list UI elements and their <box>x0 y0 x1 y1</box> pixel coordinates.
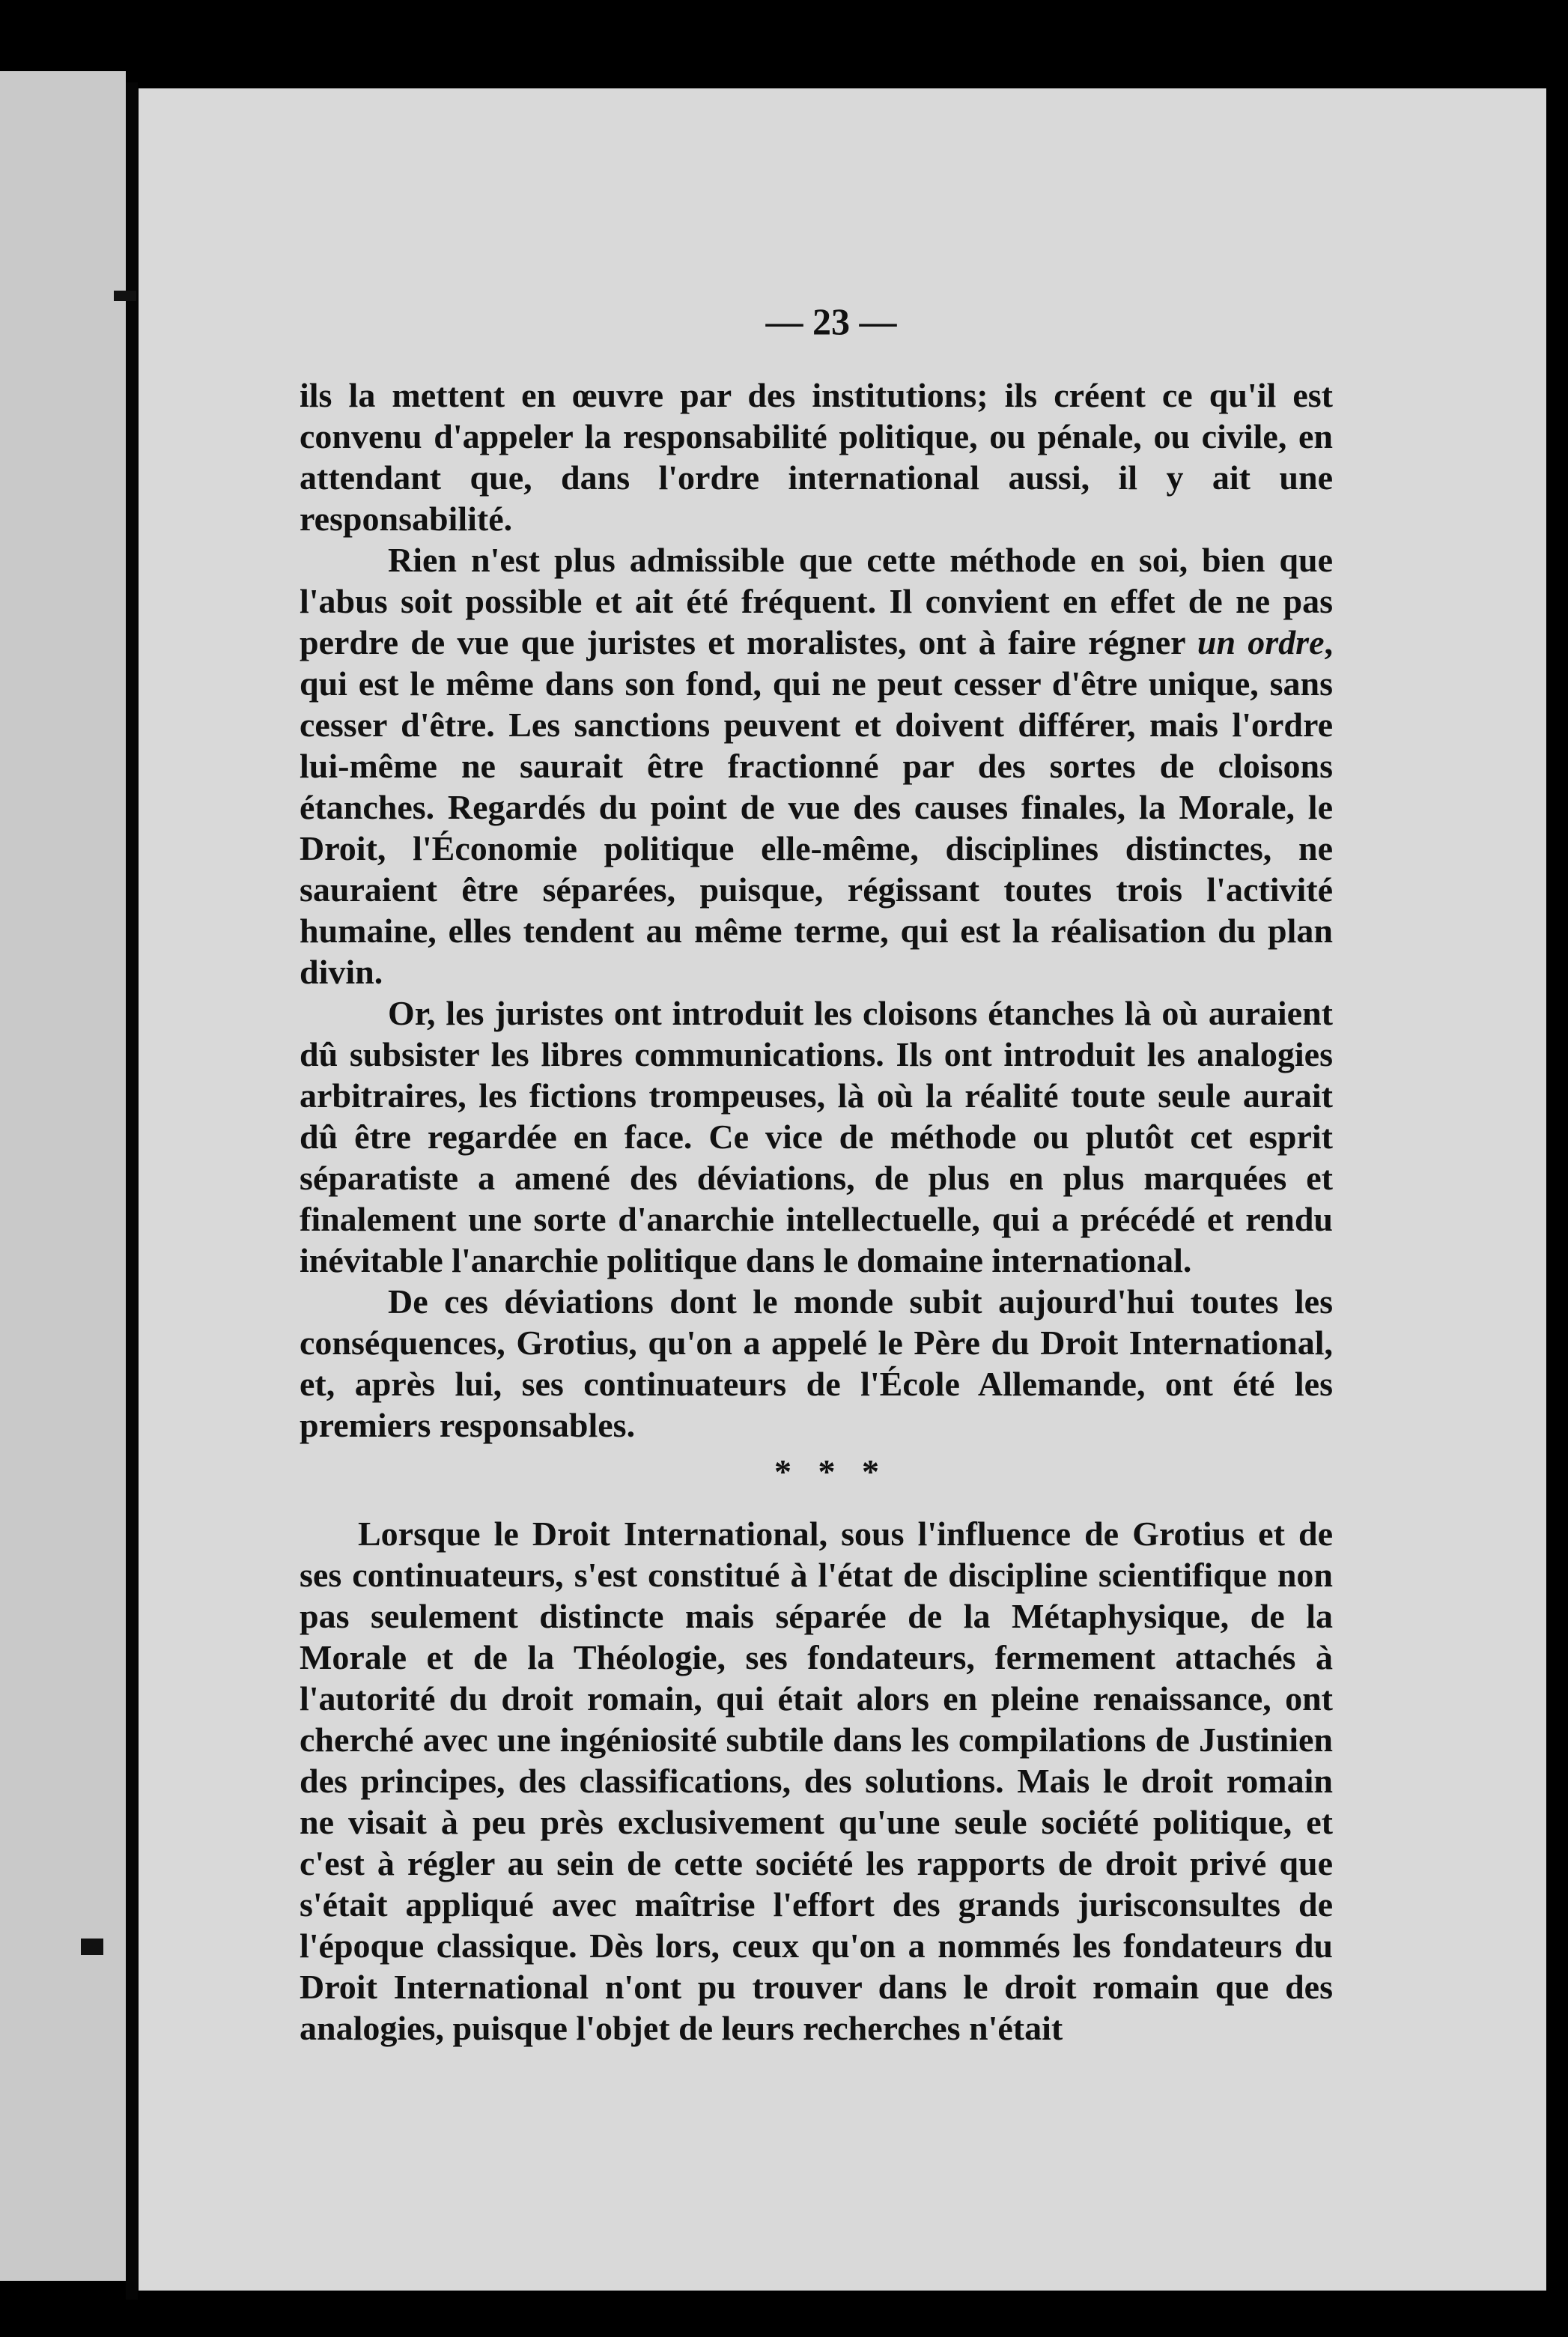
paragraph-5: Lorsque le Droit International, sous l'influence de Grotius et de ses continuateurs, s'est constitué à l'état de discipline scientifique non pas seulement distincte mais séparée de la Métaphysique, de la Morale et de la Théologie, ses fondateurs, fermement attachés à l'autorité du droit romain, qui était alors en pleine renaissance, ont cherché avec une ingéniosité subtile dans les compilations de Justinien des principes, des classifications, des solutions. Mais le droit romain ne visait à peu près exclusivement qu'une seule société politique, et c'est à régler au sein de cette société les rapports de droit privé que s'était appliqué avec maîtrise l'effort des grands jurisconsultes de l'époque classique. Dès lors, ceux qu'on a nommés les fondateurs du Droit International n'ont pu trouver dans le droit romain que des analogies, puisque l'objet de leurs recherches n'était <box>300 1515 1333 2047</box>
binding-mark-bottom <box>81 1939 103 1955</box>
paragraph-2-part-b: , qui est le même dans son fond, qui ne peut cesser d'être unique, sans cesser d'être. Les sanctions peuvent et doivent différer, mais l'ordre lui-même ne saurait être fractionné par des sortes de cloisons étanches. Regardés du point de vue des causes finales, la Morale, le Droit, l'Économie politique elle-même, disciplines distinctes, ne sauraient être séparées, puisque, régissant toutes trois l'activité humaine, elles tendent au même terme, qui est la réalisation du plan divin. <box>300 623 1333 991</box>
paragraph-2 <box>300 539 1333 992</box>
main-text <box>300 375 1333 1446</box>
section-text <box>300 1513 1333 2049</box>
page-number: — 23 — <box>765 300 897 342</box>
paragraph-3: Or, les juristes ont introduit les cloisons étanches là où auraient dû subsister les libres communications. Ils ont introduit les analogies arbitraires, les fictions trompeuses, là où la réalité toute seule aurait dû être regardée en face. Ce vice de méthode ou plutôt cet esprit séparatiste a amené des déviations, de plus en plus marquées et finalement une sorte d'anarchie intellectuelle, qui a précédé et rendu inévitable l'anarchie politique dans le domaine international. <box>300 994 1333 1279</box>
binding-mark-top <box>114 291 136 301</box>
facing-page-edge <box>0 71 126 2281</box>
emphasis-un-ordre: un ordre <box>1197 623 1325 661</box>
paragraph-1: ils la mettent en œuvre par des institutions; ils créent ce qu'il est convenu d'appeler la responsabilité politique, ou pénale, ou civile, en attendant que, dans l'ordre international aussi, il y ait une responsabilité. <box>300 376 1333 538</box>
book-spine <box>126 82 138 2300</box>
paragraph-4: De ces déviations dont le monde subit aujourd'hui toutes les conséquences, Grotius, qu'on a appelé le Père du Droit International, et, après lui, ses continuateurs de l'École Allemande, ont été les premiers responsables. <box>300 1282 1333 1444</box>
section-separator: * * * <box>774 1452 888 1491</box>
paragraph-2-part-a: Rien n'est plus admissible que cette méthode en soi, bien que l'abus soit possible et ait été fréquent. Il convient en effet de ne pas perdre de vue que juristes et moralistes, ont à faire régner <box>300 541 1333 661</box>
